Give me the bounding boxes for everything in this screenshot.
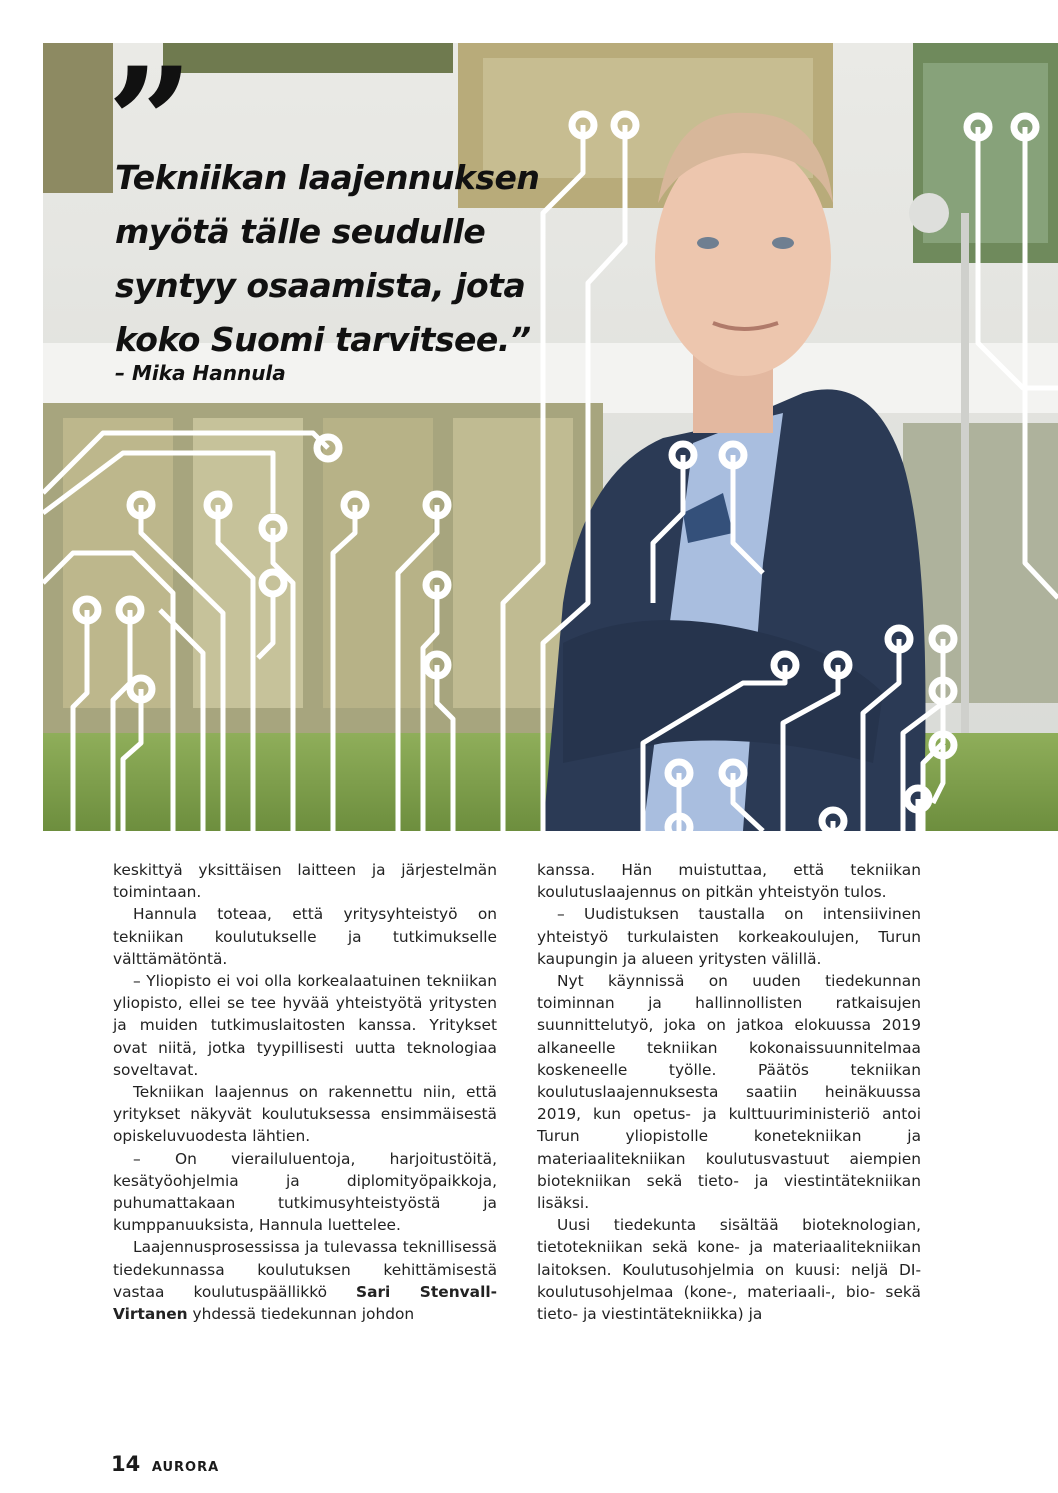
paragraph: Uusi tiedekunta sisältää bioteknologian, tietotekniikan sekä kone- ja materiaalitekniikan laitoksen. Koulutusohjelmia on kuusi: neljä DI-koulutusohjelmaa (kone-, materiaali-, bio- sekä tieto- ja viestintätekniikka) ja [537, 1216, 921, 1324]
paragraph: Hannula toteaa, että yritysyhteistyö on tekniikan koulutukselle ja tutkimukselle välttämätöntä. [113, 905, 497, 968]
quote-text [115, 151, 595, 367]
magazine-name: AURORA [151, 1460, 220, 1475]
paragraph: – Yliopisto ei voi olla korkealaatuinen tekniikan yliopisto, ellei se tee hyvää yhteistyötä yritysten ja muiden tutkimuslaitosten kanssa. Yritykset ovat niitä, jotka tyypillisesti uutta teknologiaa soveltavat. [113, 972, 497, 1079]
quote-line: Tekniikan laajennuksen [115, 158, 540, 197]
paragraph: – On vierailuluentoja, harjoitustöitä, kesätyöohjelmia ja diplomityöpaikkoja, puhumattakaan tutkimusyhteistyöstä ja kumppanuuksista, Hannula luettelee. [113, 1149, 497, 1235]
paragraph: Tekniikan laajennus on rakennettu niin, että yritykset näkyvät koulutuksessa ensimmäisestä opiskeluvuodesta lähtien. [113, 1083, 497, 1146]
paragraph-text: yhdessä tiedekunnan johdon [187, 1305, 415, 1324]
quote-line: koko Suomi tarvitsee.” [115, 320, 531, 359]
quote-mark-icon: ” [107, 63, 180, 151]
paragraph: – Uudistuksen taustalla on intensiivinen yhteistyö turkulaisten korkeakoulujen, Turun kaupungin ja alueen yritysten välillä. [537, 905, 921, 968]
person-name: Sari Stenvall-Virtanen [113, 1282, 498, 1324]
page-number: 14 [111, 1452, 141, 1476]
quote-line: syntyy osaamista, jota [115, 266, 526, 305]
hero-image [43, 43, 1058, 831]
paragraph: kanssa. Hän muistuttaa, että tekniikan koulutuslaajennus on pitkän yhteistyön tulos. [537, 861, 921, 902]
quote-line: myötä tälle seudulle [115, 212, 486, 251]
article-column-left [113, 859, 497, 1325]
quote-author: – Mika Hannula [115, 361, 286, 385]
paragraph-text: Laajennusprosessissa ja tulevassa teknillisessä tiedekunnassa koulutuksen kehittämisestä vastaa koulutuspäällikkö [113, 1238, 497, 1301]
page-footer [111, 1452, 219, 1476]
paragraph: keskittyä yksittäisen laitteen ja järjestelmän toimintaan. [113, 861, 497, 902]
paragraph [113, 1236, 497, 1325]
article-column-right [537, 859, 921, 1325]
pull-quote [107, 63, 595, 385]
paragraph: Nyt käynnissä on uuden tiedekunnan toiminnan ja hallinnollisten ratkaisujen suunnittelutyö, joka on jatkoa elokuussa 2019 alkaneelle tekniikan kokonaissuunnitelmaa koskeneelle työlle. Päätös tekniikan koulutuslaajennuksesta saatiin heinäkuussa 2019, kun opetus- ja kulttuuriministeriö antoi Turun yliopistolle konetekniikan ja materiaalitekniikan koulutusvastuut aiempien biotekniikan sekä tieto- ja viestintätekniikan lisäksi. [537, 972, 921, 1213]
